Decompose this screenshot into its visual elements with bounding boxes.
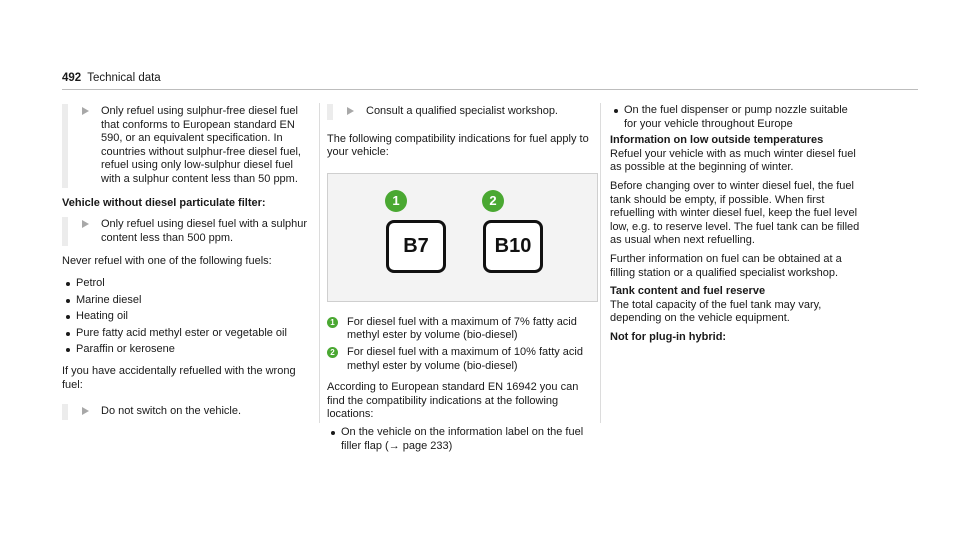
bullet-icon <box>66 332 70 336</box>
callout-number-icon: 2 <box>327 347 338 358</box>
paragraph: The total capacity of the fuel tank may vary, depending on the vehicle equipment. <box>610 298 822 325</box>
b7-label-sign: B7 <box>386 220 446 273</box>
bullet-icon <box>66 315 70 319</box>
paragraph: Refuel your vehicle with as much winter diesel fuel as possible at the beginning of winter. <box>610 147 856 174</box>
list-item <box>62 294 310 308</box>
legend-text: For diesel fuel with a maximum of 7% fatty acid methyl ester by volume (bio-diesel) <box>347 315 577 342</box>
list-item <box>327 426 595 453</box>
bullet-icon <box>66 348 70 352</box>
list-item <box>62 343 310 357</box>
instruction-text: Consult a qualified specialist workshop. <box>366 105 558 117</box>
bullet-icon <box>66 282 70 286</box>
instruction-note <box>62 404 310 420</box>
section-heading: Vehicle without diesel particulate filter: <box>62 196 266 209</box>
column-left <box>62 104 310 429</box>
paragraph: If you have accidentally refuelled with the wrong fuel: <box>62 364 296 391</box>
closing-paren: ) <box>448 439 453 452</box>
paragraph: The following compatibility indications for fuel apply to your vehicle: <box>327 132 589 159</box>
list-item <box>610 104 860 131</box>
section-title: Technical data <box>87 72 161 84</box>
column-middle <box>327 104 595 461</box>
bullet-icon <box>614 109 618 113</box>
instruction-note <box>62 104 310 188</box>
list-item-text: Marine diesel <box>76 293 142 306</box>
callout-1-icon: 1 <box>385 190 407 212</box>
fuel-list <box>62 277 310 357</box>
instruction-note <box>62 217 310 246</box>
list-item-text: Pure fatty acid methyl ester or vegetable oil <box>76 326 287 339</box>
column-divider <box>600 103 601 423</box>
instruction-text: Do not switch on the vehicle. <box>101 405 242 418</box>
list-item-text: On the vehicle on the information label on the fuel filler flap ( <box>341 425 584 452</box>
list-item-text: Heating oil <box>76 310 128 323</box>
paragraph: According to European standard EN 16942 you can find the compatibility indications at the following locations: <box>327 381 579 421</box>
list-item <box>62 310 310 324</box>
list-item <box>62 277 310 291</box>
column-divider <box>319 103 320 423</box>
arrow-right-icon: → <box>388 439 400 452</box>
location-list <box>327 426 595 453</box>
section-heading: Tank content and fuel reserve <box>610 285 766 298</box>
page-number: 492 <box>62 72 82 84</box>
page-reference-text: page 233 <box>402 439 449 452</box>
instruction-text: Only refuel using sulphur-free diesel fuel that conforms to European standard EN 590, or an equivalent specification. In countries without sulphur-free diesel fuel, refuel using only low-sulphur diesel fuel with a sulphur content less than 50 ppm. <box>101 105 301 185</box>
action-arrow-icon <box>347 107 354 115</box>
action-arrow-icon <box>82 220 89 228</box>
location-list-continued <box>610 104 860 131</box>
page-reference-link[interactable] <box>389 440 449 452</box>
list-item-text: Petrol <box>76 276 105 289</box>
legend-item <box>327 316 595 343</box>
section-heading: Information on low outside temperatures <box>610 134 824 147</box>
section-heading: Not for plug-in hybrid: <box>610 330 727 343</box>
list-item-text: Paraffin or kerosene <box>76 343 175 356</box>
list-item <box>62 327 310 341</box>
callout-2-icon: 2 <box>482 190 504 212</box>
bullet-icon <box>66 299 70 303</box>
instruction-text: Only refuel using diesel fuel with a sulphur content less than 500 ppm. <box>101 218 308 244</box>
legend-item <box>327 346 595 373</box>
callout-number-icon: 1 <box>327 317 338 328</box>
action-arrow-icon <box>82 407 89 415</box>
fuel-compatibility-figure <box>327 173 598 302</box>
b10-label-sign: B10 <box>483 220 543 273</box>
legend-text: For diesel fuel with a maximum of 10% fatty acid methyl ester by volume (bio-diesel) <box>347 345 583 372</box>
header-rule <box>62 89 918 90</box>
paragraph: Before changing over to winter diesel fuel, the fuel tank should be empty, if possible. When first refuelling with winter diesel fuel, keep the fuel level low, e.g. to reserve level. The fuel tank can be filled as usual when next refuelling. <box>610 179 860 247</box>
action-arrow-icon <box>82 107 89 115</box>
paragraph: Further information on fuel can be obtained at a filling station or a qualified specialist workshop. <box>610 252 842 279</box>
page-header <box>62 72 161 84</box>
list-item-text: On the fuel dispenser or pump nozzle suitable for your vehicle throughout Europe <box>624 104 848 130</box>
paragraph: Never refuel with one of the following fuels: <box>62 255 272 268</box>
instruction-note <box>327 104 595 120</box>
bullet-icon <box>331 431 335 435</box>
column-right <box>610 104 860 345</box>
